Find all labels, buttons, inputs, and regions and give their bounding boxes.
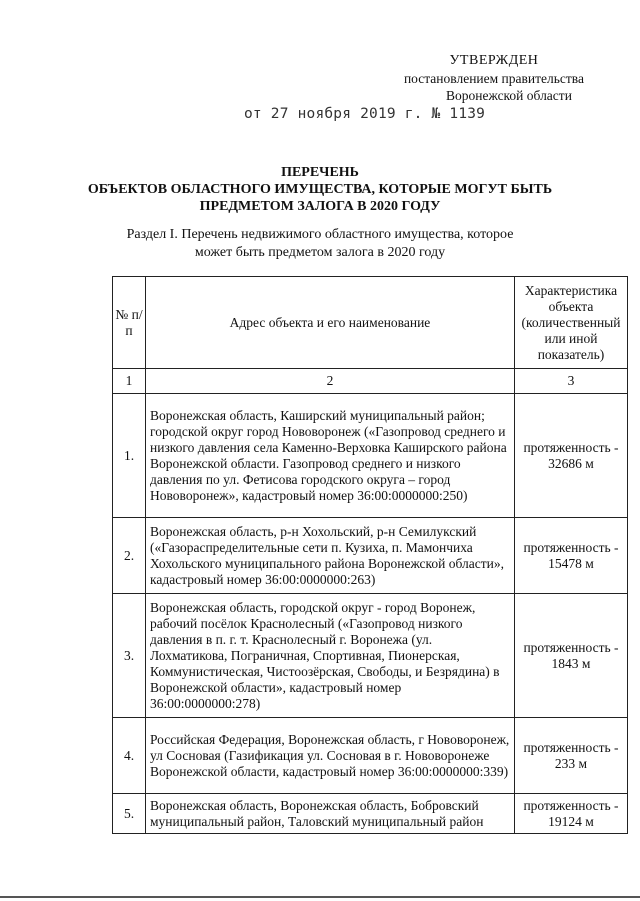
table-row	[113, 394, 628, 518]
approval-region: Воронежской области	[446, 88, 572, 103]
approval-stamp	[404, 52, 584, 104]
title-line-1: ПЕРЕЧЕНЬ	[281, 165, 359, 180]
header-num: № п/п	[113, 277, 146, 369]
scan-edge-line	[0, 896, 640, 898]
document-title	[0, 164, 640, 215]
approval-authority: постановлением правительства	[403, 71, 584, 86]
row-address: Российская Федерация, Воронежская область, г Нововоронеж, ул Сосновая (Газификация ул. Сосновая в г. Нововоронеже Воронежской области, кадастровый номер 36:00:0000000:339)	[146, 718, 515, 794]
row-address: Воронежская область, Каширский муниципальный район; городской округ город Нововоронеж («Газопровод среднего и низкого давления села Каменно-Верховка Каширского района Воронежской области. Газопровод среднего и низкого давления по ул. Фетисова городского округа – город Нововоронеж», кадастровый номер 36:00:0000000:250)	[146, 394, 515, 518]
row-address: Воронежская область, Воронежская область, Бобровский муниципальный район, Таловский муниципальный район	[146, 794, 515, 834]
table-row	[113, 794, 628, 834]
section-line-2: может быть предметом залога в 2020 году	[194, 245, 446, 260]
row-characteristic: протяженность - 32686 м	[515, 394, 628, 518]
table-header-row	[113, 277, 628, 369]
table-row	[113, 594, 628, 718]
title-line-3: ПРЕДМЕТОМ ЗАЛОГА В 2020 ГОДУ	[199, 199, 441, 214]
section-heading	[0, 226, 640, 262]
row-num: 2.	[113, 518, 146, 594]
title-line-2: ОБЪЕКТОВ ОБЛАСТНОГО ИМУЩЕСТВА, КОТОРЫЕ МОГУТ БЫТЬ	[87, 182, 553, 197]
row-address: Воронежская область, р-н Хохольский, р-н Семилукский («Газораспределительные сети п. Кузиха, п. Мамончиха Хохольского муниципального района Воронежской области», кадастровый номер 36:00:0000000:263)	[146, 518, 515, 594]
row-characteristic: протяженность - 233 м	[515, 718, 628, 794]
row-num: 3.	[113, 594, 146, 718]
row-characteristic: протяженность - 19124 м	[515, 794, 628, 834]
approval-heading: УТВЕРЖДЕН	[449, 53, 539, 68]
header-address: Адрес объекта и его наименование	[146, 277, 515, 369]
row-characteristic: протяженность - 1843 м	[515, 594, 628, 718]
table-row	[113, 718, 628, 794]
row-address: Воронежская область, городской округ - город Воронеж, рабочий посёлок Краснолесный («Газопровод низкого давления в п. г. т. Краснолесный г. Воронежа (ул. Лохматикова, Пограничная, Спортивная, Пионерская, Коммунистическая, Чистоозёрская, Свободы, и Безрядина) в Воронежской области», кадастровый номер 36:00:0000000:278)	[146, 594, 515, 718]
column-number-1: 1	[113, 369, 146, 394]
section-line-1: Раздел I. Перечень недвижимого областного имущества, которое	[126, 227, 514, 242]
row-num: 5.	[113, 794, 146, 834]
table-row	[113, 518, 628, 594]
decree-date-number: от 27 ноября 2019 г. № 1139	[244, 106, 486, 122]
header-characteristic: Характеристика объекта (количественный или иной показатель)	[515, 277, 628, 369]
column-number-2: 2	[146, 369, 515, 394]
row-num: 1.	[113, 394, 146, 518]
property-table	[112, 276, 628, 834]
column-number-row	[113, 369, 628, 394]
column-number-3: 3	[515, 369, 628, 394]
row-num: 4.	[113, 718, 146, 794]
row-characteristic: протяженность - 15478 м	[515, 518, 628, 594]
